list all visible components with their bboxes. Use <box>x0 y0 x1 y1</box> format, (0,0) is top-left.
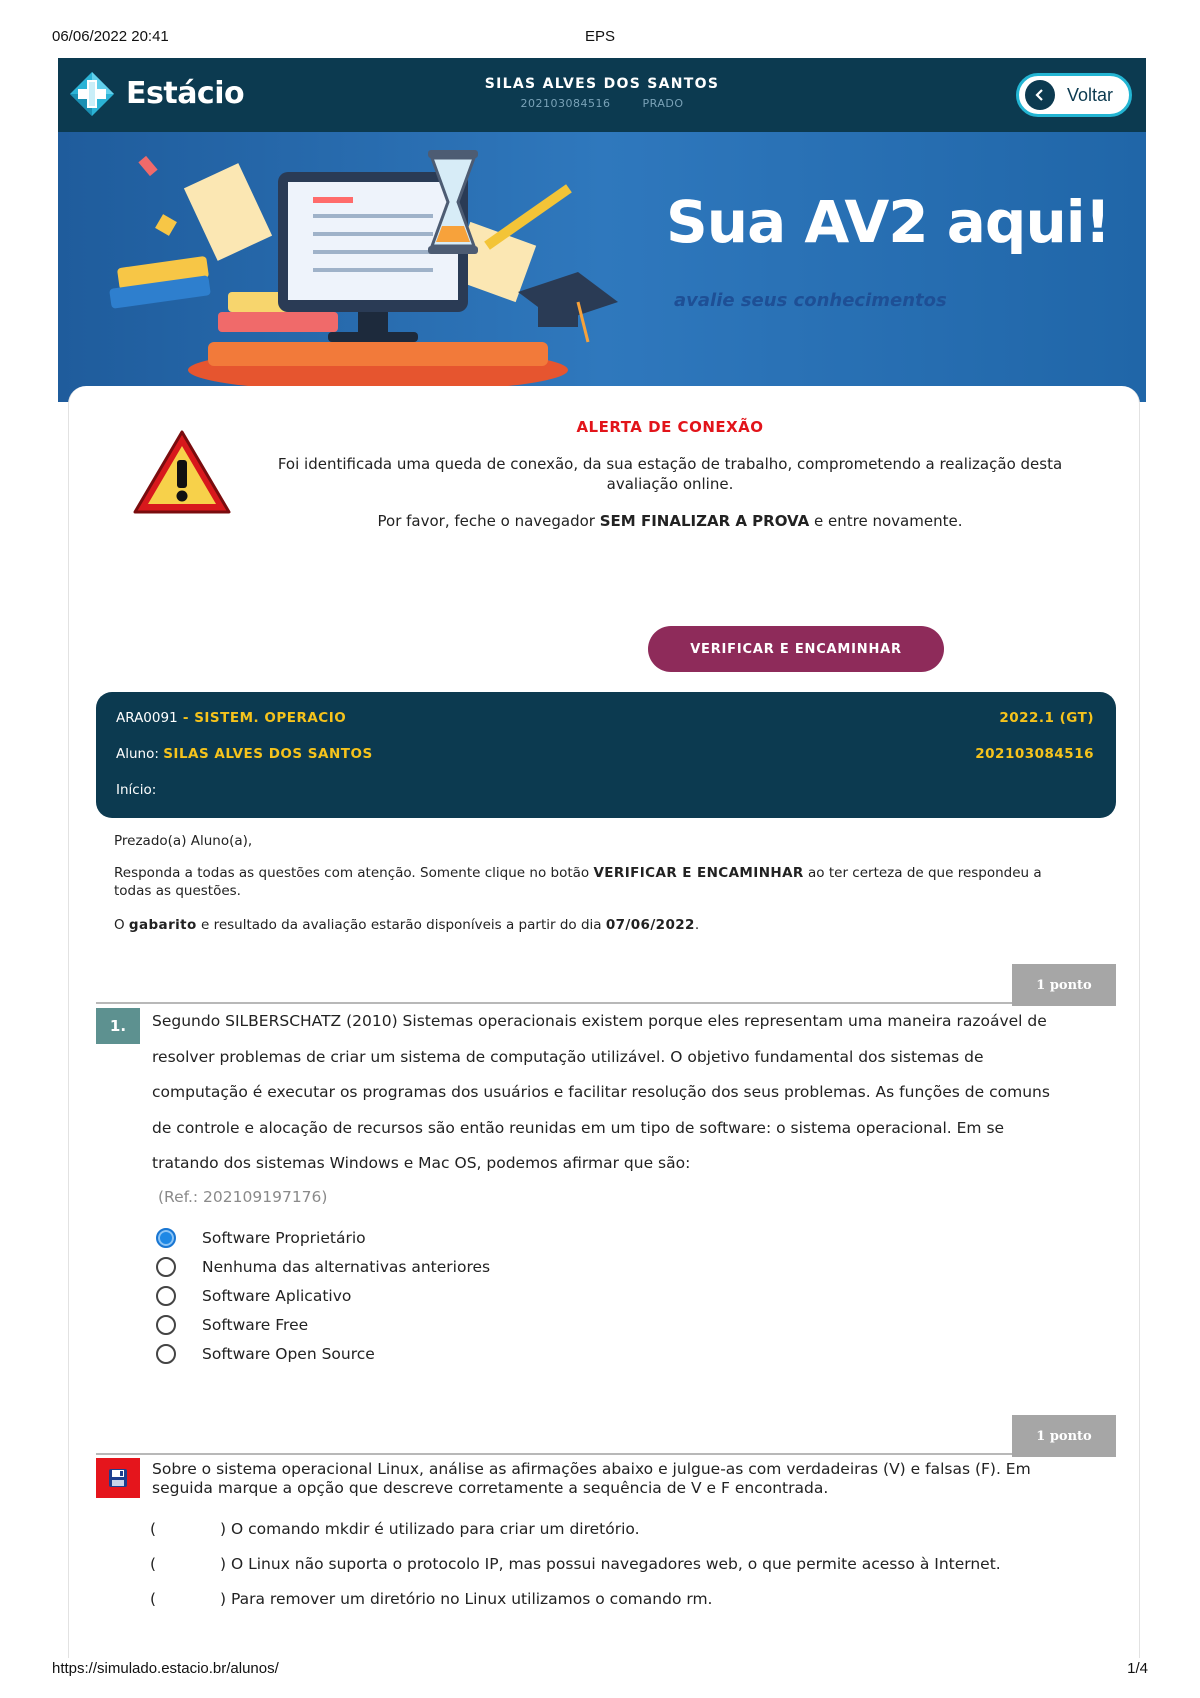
exam-subject: SISTEM. OPERACIO <box>194 710 347 726</box>
intro-p2-prefix: O <box>114 917 129 933</box>
statement-open-paren: ( <box>150 1520 157 1538</box>
question-2-statement <box>150 1520 640 1538</box>
user-details <box>58 97 1146 110</box>
alert-instruction-suffix: e entre novamente. <box>809 512 963 530</box>
banner-illustration <box>98 142 618 402</box>
statement-close-paren: ) <box>220 1590 227 1608</box>
question-1-option[interactable] <box>156 1313 308 1337</box>
radio-icon[interactable] <box>156 1315 176 1335</box>
intro-p2-bold: gabarito <box>128 917 197 933</box>
question-1-text: Segundo SILBERSCHATZ (2010) Sistemas operacionais existem porque eles representam uma maneira razoável de resolver problemas de criar um sistema de computação utilizável. O objetivo fundamental dos sistemas de computação é executar os programas dos usuários e facilitar resolução dos seus problemas. As funções de comuns de controle e alocação de recursos são então reunidas em um tipo de software: o sistema operacional. Em se tratando dos sistemas Windows e Mac OS, podemos afirmar que são: <box>152 1012 1050 1172</box>
statement-close-paren: ) <box>220 1555 227 1573</box>
back-button-label: Voltar <box>1067 84 1114 105</box>
print-page-number: 1/4 <box>1127 1660 1148 1677</box>
question-1-option[interactable] <box>156 1226 366 1250</box>
intro-paragraph-2 <box>114 916 1054 934</box>
intro-p2-middle: e resultado da avaliação estarão disponíveis a partir do dia <box>196 917 606 933</box>
user-id: 202103084516 <box>520 97 611 110</box>
user-info <box>58 76 1146 110</box>
question-1-header <box>96 964 1116 1004</box>
exam-period: 2022.1 (GT) <box>999 710 1094 726</box>
alert-instruction <box>240 512 1100 530</box>
option-label: Nenhuma das alternativas anteriores <box>202 1258 491 1276</box>
back-button[interactable] <box>1016 73 1132 117</box>
chevron-left-icon <box>1025 80 1055 110</box>
exam-code: ARA0091 <box>116 710 178 726</box>
exam-subject-row <box>116 710 1094 730</box>
question-2-header <box>96 1415 1116 1455</box>
question-1-option[interactable] <box>156 1342 375 1366</box>
intro-p2-date: 07/06/2022 <box>605 917 695 933</box>
exam-separator: - <box>177 710 195 726</box>
alert-instruction-bold: SEM FINALIZAR A PROVA <box>599 512 810 530</box>
radio-icon[interactable] <box>156 1257 176 1277</box>
user-name: SILAS ALVES DOS SANTOS <box>484 76 720 92</box>
exam-student-row <box>116 746 1094 766</box>
question-1-option[interactable] <box>156 1255 490 1279</box>
exam-start-row <box>116 782 1094 802</box>
statement-text: O comando mkdir é utilizado para criar um diretório. <box>226 1520 640 1538</box>
question-1-points: 1 ponto <box>1012 964 1116 1006</box>
verify-and-submit-button[interactable]: VERIFICAR E ENCAMINHAR <box>648 626 944 672</box>
statement-text: Para remover um diretório no Linux utilizamos o comando rm. <box>226 1590 713 1608</box>
question-2-save-marker[interactable] <box>96 1458 140 1498</box>
statement-open-paren: ( <box>150 1590 157 1608</box>
intro-greeting: Prezado(a) Aluno(a), <box>114 833 253 849</box>
radio-selected-icon[interactable] <box>156 1228 176 1248</box>
radio-icon[interactable] <box>156 1286 176 1306</box>
print-header <box>52 28 1148 48</box>
option-label: Software Proprietário <box>202 1229 366 1247</box>
banner-title: Sua AV2 aqui! <box>666 188 1111 256</box>
option-label: Software Free <box>202 1316 309 1334</box>
intro-p1-suffix: ao ter certeza de que respondeu a todas as questões. <box>114 865 1042 899</box>
print-footer <box>52 1660 1148 1680</box>
student-label: Aluno: <box>116 746 164 762</box>
user-campus: PRADO <box>642 97 684 110</box>
intro-p1-prefix: Responda a todas as questões com atenção. Somente clique no botão <box>114 865 594 881</box>
question-2-points: 1 ponto <box>1012 1415 1116 1457</box>
banner <box>58 132 1146 402</box>
print-title: EPS <box>584 28 615 45</box>
statement-close-paren: ) <box>220 1520 227 1538</box>
question-1-option[interactable] <box>156 1284 351 1308</box>
save-icon <box>108 1468 128 1488</box>
question-2-statement <box>150 1590 712 1608</box>
radio-icon[interactable] <box>156 1344 176 1364</box>
exam-info-panel <box>96 692 1116 818</box>
intro-p2-suffix: . <box>694 917 700 933</box>
alert-message: Foi identificada uma queda de conexão, da sua estação de trabalho, comprometendo a realização desta avaliação online. <box>277 455 1063 493</box>
alert-instruction-prefix: Por favor, feche o navegador <box>377 512 600 530</box>
question-1-number: 1. <box>96 1008 140 1044</box>
top-bar <box>58 58 1146 132</box>
student-id: 202103084516 <box>975 746 1094 762</box>
option-label: Software Open Source <box>202 1345 375 1363</box>
intro-paragraph-1 <box>114 864 1054 900</box>
print-date: 06/06/2022 20:41 <box>52 28 169 45</box>
question-2-text: Sobre o sistema operacional Linux, análise as afirmações abaixo e julgue-as com verdadeiras (V) e falsas (F). Em seguida marque a opção que descreve corretamente a sequência de V e F encontrada. <box>152 1460 1031 1497</box>
question-1-ref: (Ref.: 202109197176) <box>158 1188 328 1206</box>
student-name: SILAS ALVES DOS SANTOS <box>163 746 373 762</box>
option-label: Software Aplicativo <box>202 1287 352 1305</box>
print-url: https://simulado.estacio.br/alunos/ <box>52 1660 279 1677</box>
banner-subtitle: avalie seus conhecimentos <box>674 290 947 311</box>
warning-icon <box>132 428 232 516</box>
question-2-statement <box>150 1555 1001 1573</box>
start-label: Início: <box>116 782 157 798</box>
intro-p1-bold: VERIFICAR E ENCAMINHAR <box>593 865 804 881</box>
statement-text: O Linux não suporta o protocolo IP, mas possui navegadores web, o que permite acesso à Internet. <box>226 1555 1001 1573</box>
statement-open-paren: ( <box>150 1555 157 1573</box>
alert-title: ALERTA DE CONEXÃO <box>576 418 764 436</box>
logo-text: Estácio <box>126 76 245 111</box>
